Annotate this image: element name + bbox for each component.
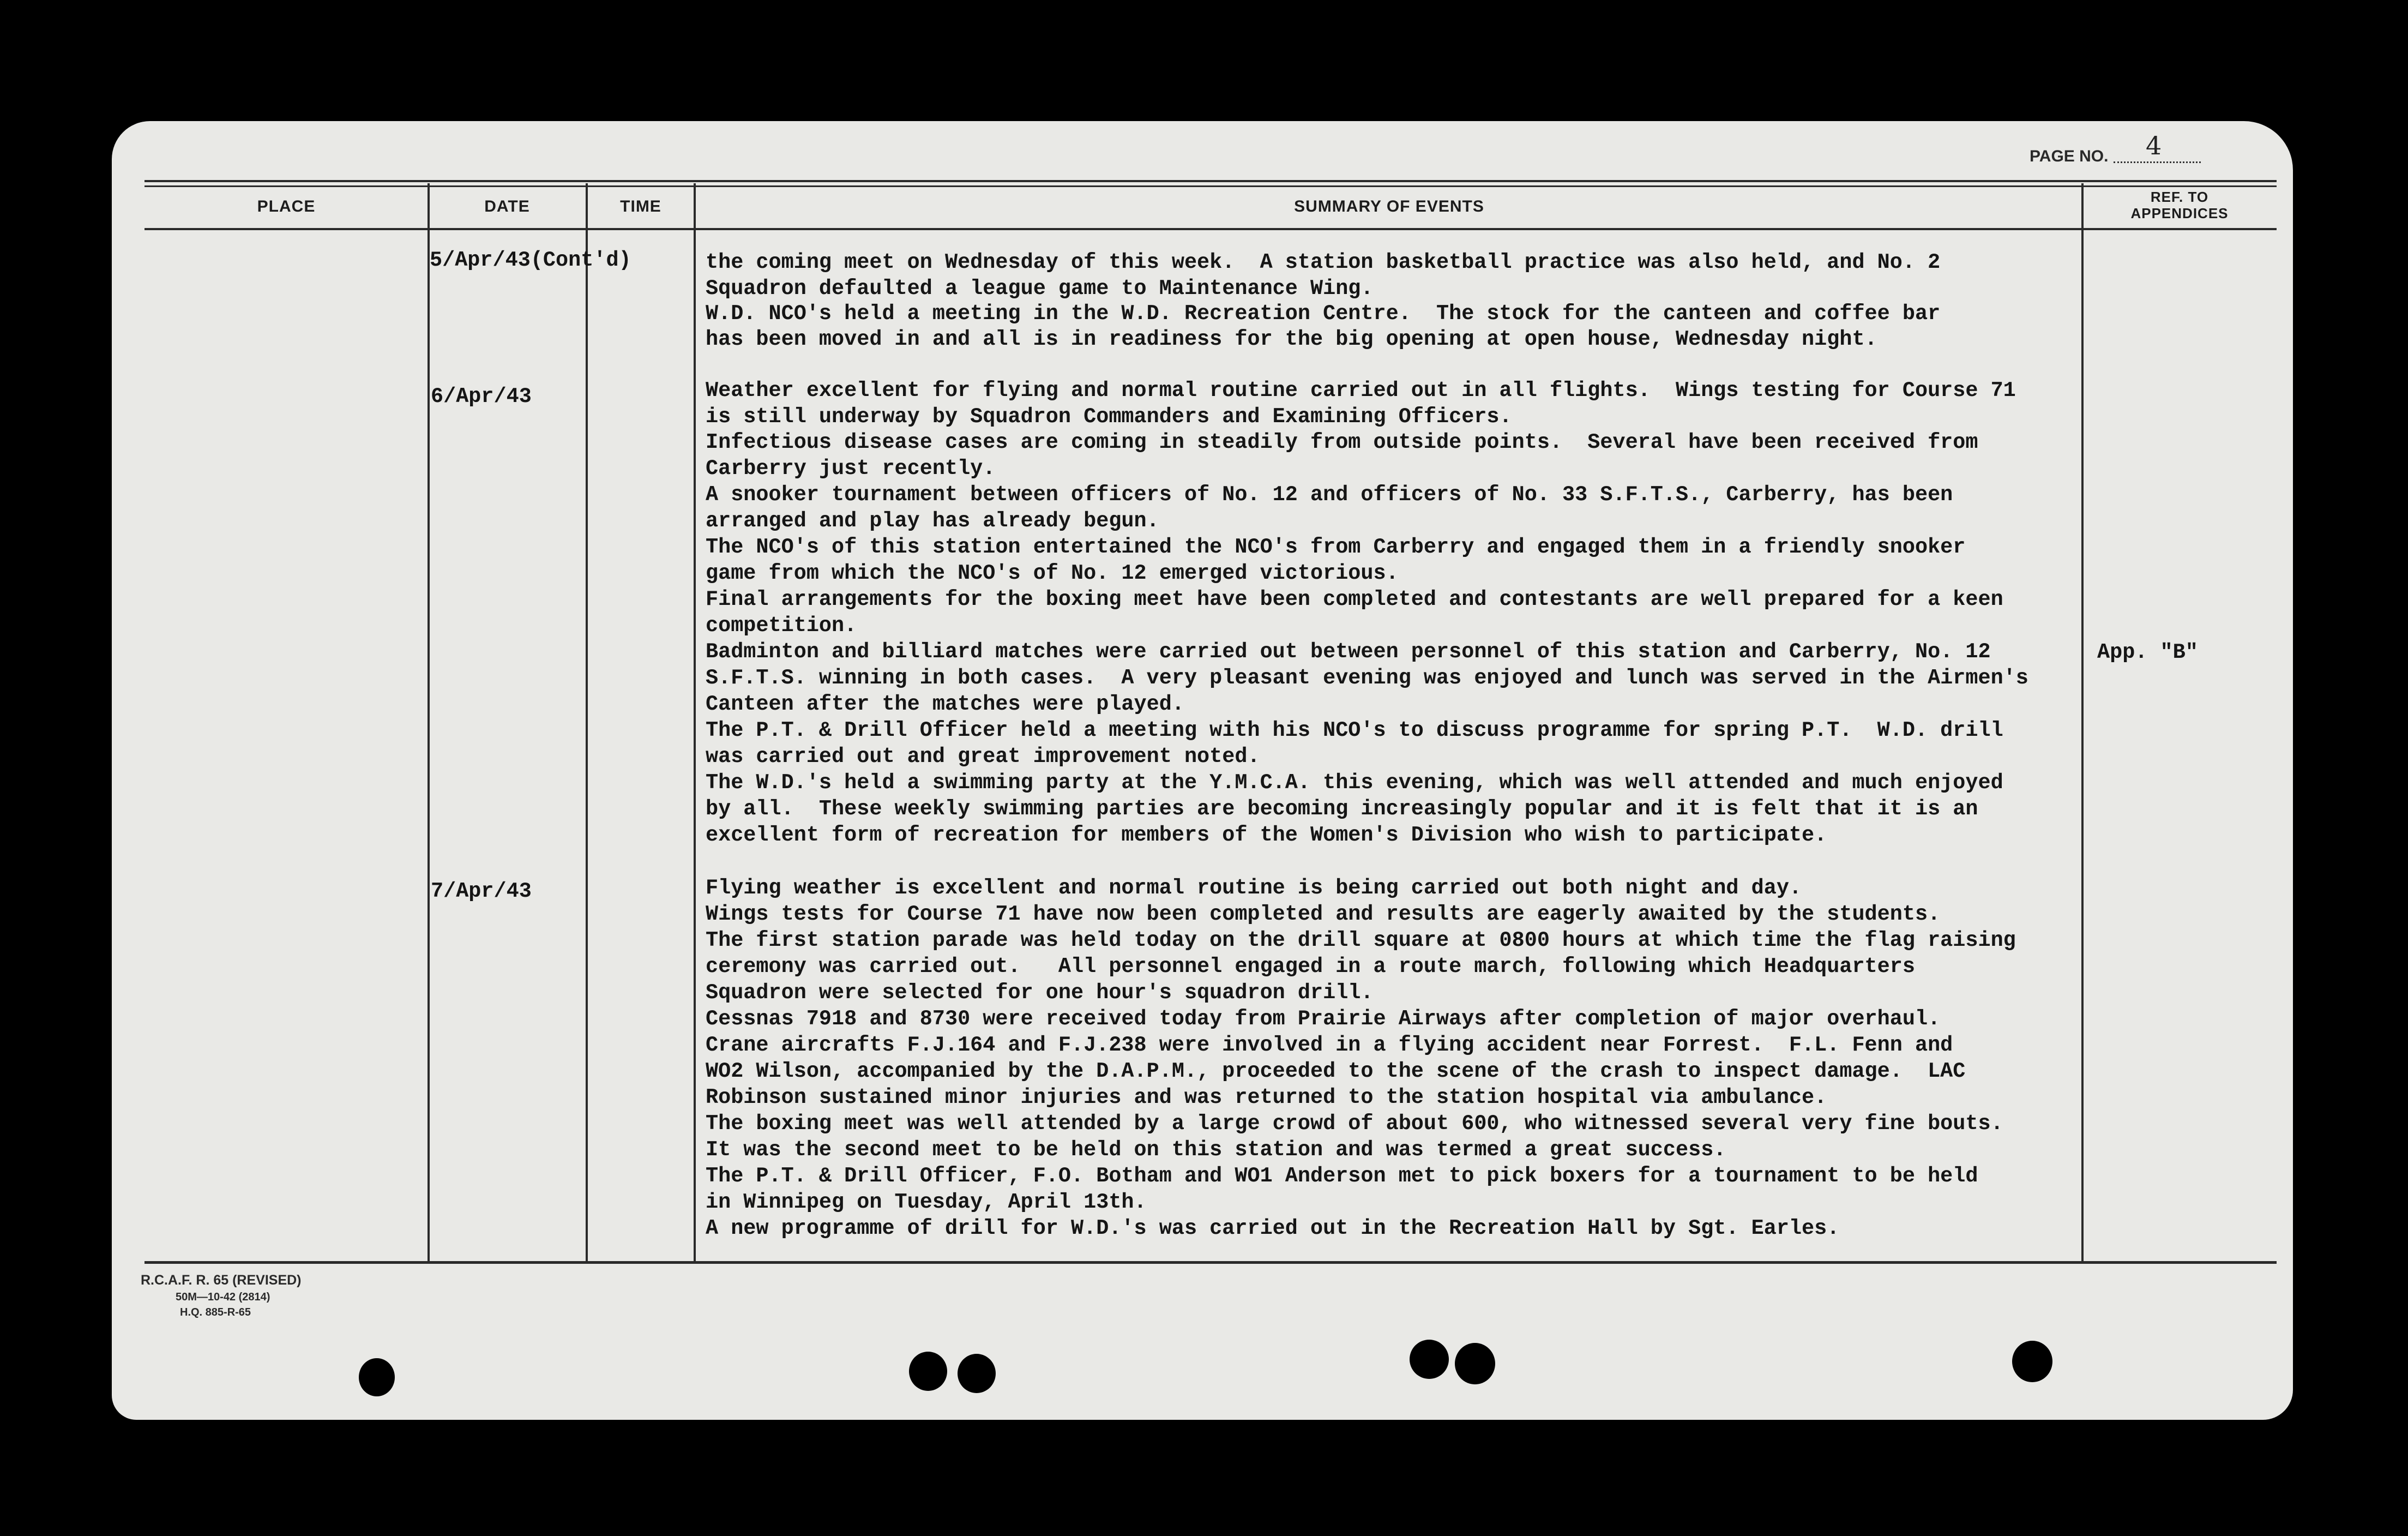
summary-line: in Winnipeg on Tuesday, April 13th. [706,1190,1147,1214]
page-number-label: PAGE NO. [2030,147,2109,165]
summary-line: S.F.T.S. winning in both cases. A very pleasant evening was enjoyed and lunch was served in the Airmen's [706,666,2028,690]
table-bottom-rule [145,1261,2277,1264]
summary-line: competition. [706,614,857,638]
form-id-line2: 50M—10-42 (2814) [176,1291,270,1303]
summary-line: was carried out and great improvement noted. [706,745,1260,769]
header-ref-line2: APPENDICES [2130,205,2229,221]
summary-line: by all. These weekly swimming parties are becoming increasingly popular and it is felt that it is an [706,797,1978,821]
summary-line: Robinson sustained minor injuries and was returned to the station hospital via ambulance. [706,1085,1827,1109]
date-entry: 5/Apr/43(Cont'd) [430,248,631,272]
header-ref-line1: REF. TO [2150,189,2209,205]
col-divider-summary-ref [2081,183,2084,1262]
summary-line: game from which the NCO's of No. 12 emerged victorious. [706,561,1399,585]
col-divider-date-time [586,183,588,1262]
summary-line: Crane aircrafts F.J.164 and F.J.238 were involved in a flying accident near Forrest. F.L. Fenn and [706,1033,1953,1057]
header-bottom-rule [145,228,2277,230]
summary-line: excellent form of recreation for members of the Women's Division who wish to participate. [706,823,1827,847]
summary-line: Squadron were selected for one hour's squadron drill. [706,981,1374,1005]
summary-line: ceremony was carried out. All personnel engaged in a route march, following which Headquarters [706,955,1915,979]
summary-line: The boxing meet was well attended by a large crowd of about 600, who witnessed several very fine bouts. [706,1112,2003,1136]
header-summary: SUMMARY OF EVENTS [1294,197,1484,215]
summary-line: Final arrangements for the boxing meet have been completed and contestants are well prepared for a keen [706,587,2003,611]
summary-line: Squadron defaulted a league game to Maintenance Wing. [706,277,1374,301]
form-id-line1: R.C.A.F. R. 65 (REVISED) [141,1273,302,1288]
summary-line: A snooker tournament between officers of No. 12 and officers of No. 33 S.F.T.S., Carberry, has been [706,483,1953,507]
form-id-line3: H.Q. 885-R-65 [180,1306,251,1318]
summary-line: A new programme of drill for W.D.'s was carried out in the Recreation Hall by Sgt. Earles. [706,1216,1840,1240]
header-date: DATE [484,197,530,215]
summary-line: is still underway by Squadron Commanders and Examining Officers. [706,405,1512,429]
summary-line: Cessnas 7918 and 8730 were received today from Prairie Airways after completion of major overhaul. [706,1007,1941,1031]
summary-line: It was the second meet to be held on this station and was termed a great success. [706,1138,1726,1162]
summary-line: The first station parade was held today on the drill square at 0800 hours at which time the flag raising [706,928,2016,952]
appendix-reference: App. "B" [2097,640,2198,664]
punch-hole [1455,1343,1495,1384]
summary-line: The P.T. & Drill Officer, F.O. Botham and WO1 Anderson met to pick boxers for a tournament to be held [706,1164,1978,1188]
header-time: TIME [620,197,661,215]
summary-line: Carberry just recently. [706,457,996,481]
summary-line: WO2 Wilson, accompanied by the D.A.P.M., proceeded to the scene of the crash to inspect damage. LAC [706,1059,1966,1083]
summary-line: Flying weather is excellent and normal routine is being carried out both night and day. [706,876,1802,900]
punch-hole [909,1352,947,1391]
page-number-underline [2114,161,2201,163]
summary-line: arranged and play has already begun. [706,509,1159,533]
punch-hole [2012,1341,2052,1382]
date-entry: 7/Apr/43 [431,879,532,903]
header-top-rule-2 [145,185,2277,187]
header-top-rule [145,180,2277,182]
summary-line: Wings tests for Course 71 have now been completed and results are eagerly awaited by the students. [706,902,1941,926]
summary-line: Weather excellent for flying and normal routine carried out in all flights. Wings testing for Course 71 [706,379,2016,403]
summary-line: Canteen after the matches were played. [706,692,1184,716]
summary-line: the coming meet on Wednesday of this week. A station basketball practice was also held, and No. 2 [706,250,1941,274]
punch-hole [359,1358,395,1396]
summary-line: Badminton and billiard matches were carried out between personnel of this station and Carberry, No. 12 [706,640,1991,664]
date-entry: 6/Apr/43 [431,385,532,409]
summary-line: has been moved in and all is in readiness for the big opening at open house, Wednesday night. [706,327,1877,351]
punch-hole [1410,1340,1449,1379]
summary-line: The P.T. & Drill Officer held a meeting with his NCO's to discuss programme for spring P.T. W.D. drill [706,718,2003,742]
summary-line: The W.D.'s held a swimming party at the Y.M.C.A. this evening, which was well attended and much enjoyed [706,771,2003,795]
header-place: PLACE [257,197,316,215]
summary-line: The NCO's of this station entertained the NCO's from Carberry and engaged them in a friendly snooker [706,535,1966,559]
page-number-value: 4 [2146,131,2162,160]
punch-hole [958,1354,996,1393]
summary-line: Infectious disease cases are coming in steadily from outside points. Several have been received from [706,430,1978,454]
col-divider-time-summary [694,183,696,1262]
summary-line: W.D. NCO's held a meeting in the W.D. Recreation Centre. The stock for the canteen and coffee bar [706,302,1941,326]
col-divider-place-date [428,183,430,1262]
